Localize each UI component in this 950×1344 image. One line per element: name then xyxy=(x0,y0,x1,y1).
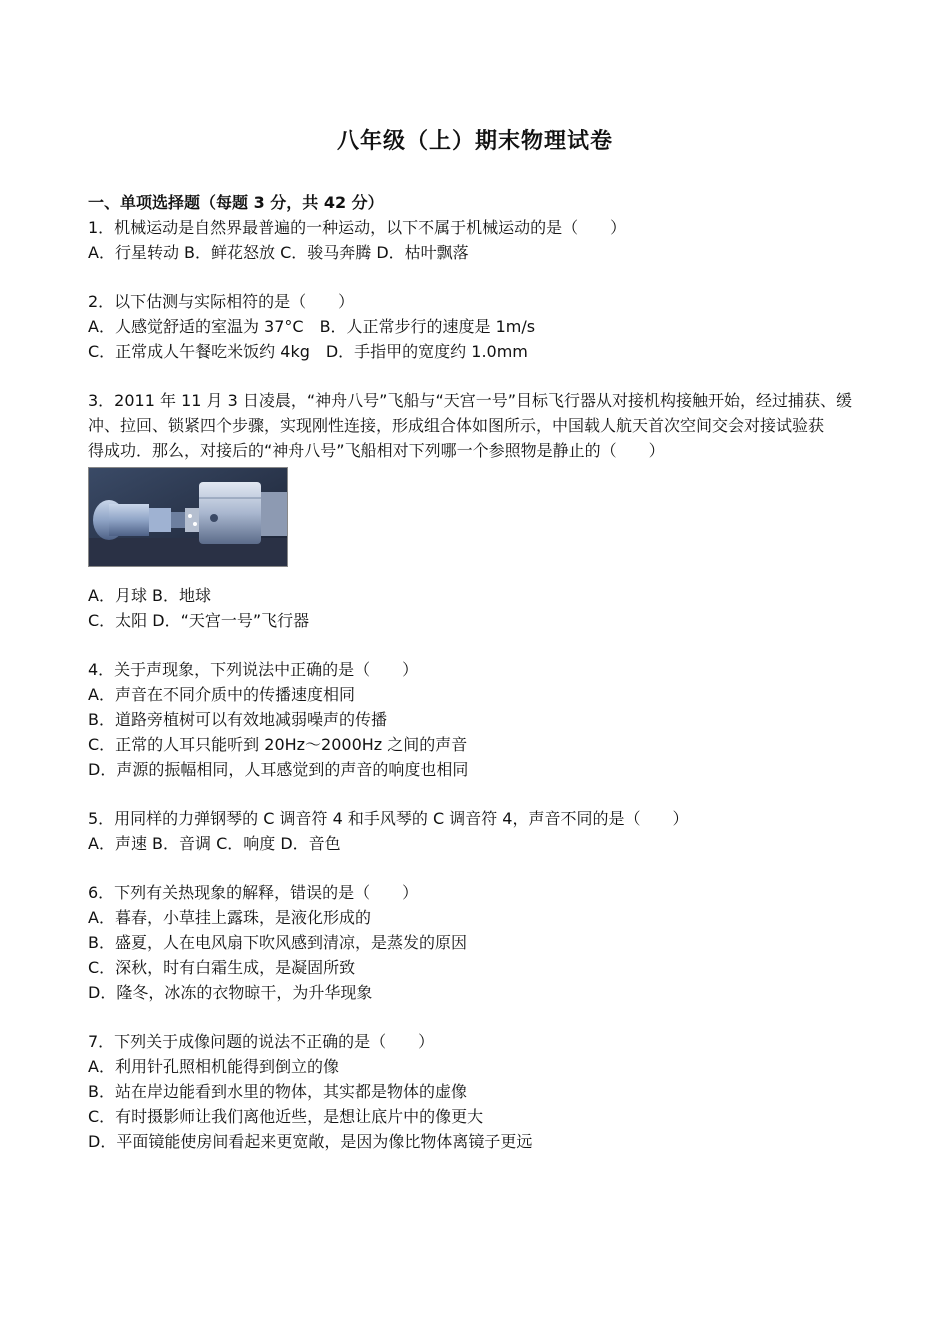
question-2-options-cd: C．正常成人午餐吃米饭约 4kg D．手指甲的宽度约 1.0mm xyxy=(88,342,528,361)
question-2-options-ab: A．人感觉舒适的室温为 37°C B．人正常步行的速度是 1m/s xyxy=(88,317,536,336)
question-3-stem-line-3: 得成功．那么，对接后的“神舟八号”飞船相对下列哪一个参照物是静止的（ ） xyxy=(88,441,665,460)
question-7-option-b: B．站在岸边能看到水里的物体，其实都是物体的虚像 xyxy=(88,1082,467,1101)
question-6-option-b: B．盛夏，人在电风扇下吹风感到清凉，是蒸发的原因 xyxy=(88,933,467,952)
question-3-stem-line-2: 冲、拉回、锁紧四个步骤，实现刚性连接，形成组合体如图所示，中国载人航天首次空间交会对接试验获 xyxy=(88,416,825,435)
question-7-option-c: C．有时摄影师让我们离他近些，是想让底片中的像更大 xyxy=(88,1107,484,1126)
question-1-options: A．行星转动 B．鲜花怒放 C．骏马奔腾 D．枯叶飘落 xyxy=(88,243,469,262)
question-7-option-a: A．利用针孔照相机能得到倒立的像 xyxy=(88,1057,339,1076)
question-6-option-c: C．深秋，时有白霜生成，是凝固所致 xyxy=(88,958,356,977)
question-3-options-cd: C．太阳 D．“天宫一号”飞行器 xyxy=(88,611,310,630)
question-1 xyxy=(88,215,868,265)
question-5 xyxy=(88,806,868,856)
question-3-stem-line-1: 3．2011 年 11 月 3 日凌晨，“神舟八号”飞船与“天宫一号”目标飞行器从对接机构接触开始，经过捕获、缓 xyxy=(88,391,853,410)
question-4-option-b: B．道路旁植树可以有效地减弱噪声的传播 xyxy=(88,710,387,729)
spacecraft-docking-photo xyxy=(88,467,288,567)
question-5-stem: 5．用同样的力弹钢琴的 C 调音符 4 和手风琴的 C 调音符 4，声音不同的是（ ） xyxy=(88,809,689,828)
question-6-stem: 6．下列有关热现象的解释，错误的是（ ） xyxy=(88,883,419,902)
question-7-stem: 7．下列关于成像问题的说法不正确的是（ ） xyxy=(88,1032,435,1051)
question-3-options-ab: A．月球 B．地球 xyxy=(88,586,212,605)
question-2-stem: 2．以下估测与实际相符的是（ ） xyxy=(88,292,355,311)
question-2 xyxy=(88,289,868,364)
question-6-option-a: A．暮春，小草挂上露珠，是液化形成的 xyxy=(88,908,371,927)
page-title: 八年级（上）期末物理试卷 xyxy=(336,129,613,154)
exam-content xyxy=(88,190,868,1154)
question-5-options: A．声速 B．音调 C．响度 D．音色 xyxy=(88,834,341,853)
question-1-stem: 1．机械运动是自然界最普遍的一种运动，以下不属于机械运动的是（ ） xyxy=(88,218,627,237)
question-3 xyxy=(88,388,868,633)
question-7 xyxy=(88,1029,868,1154)
question-4 xyxy=(88,657,868,782)
question-6 xyxy=(88,880,868,1005)
question-4-option-d: D．声源的振幅相同，人耳感觉到的声音的响度也相同 xyxy=(88,760,469,779)
question-4-option-c: C．正常的人耳只能听到 20Hz～2000Hz 之间的声音 xyxy=(88,735,468,754)
question-7-option-d: D．平面镜能使房间看起来更宽敞，是因为像比物体离镜子更远 xyxy=(88,1132,533,1151)
question-4-stem: 4．关于声现象，下列说法中正确的是（ ） xyxy=(88,660,419,679)
section-heading: 一、单项选择题（每题 3 分，共 42 分） xyxy=(88,193,384,212)
question-6-option-d: D．隆冬，冰冻的衣物晾干，为升华现象 xyxy=(88,983,373,1002)
question-4-option-a: A．声音在不同介质中的传播速度相同 xyxy=(88,685,355,704)
